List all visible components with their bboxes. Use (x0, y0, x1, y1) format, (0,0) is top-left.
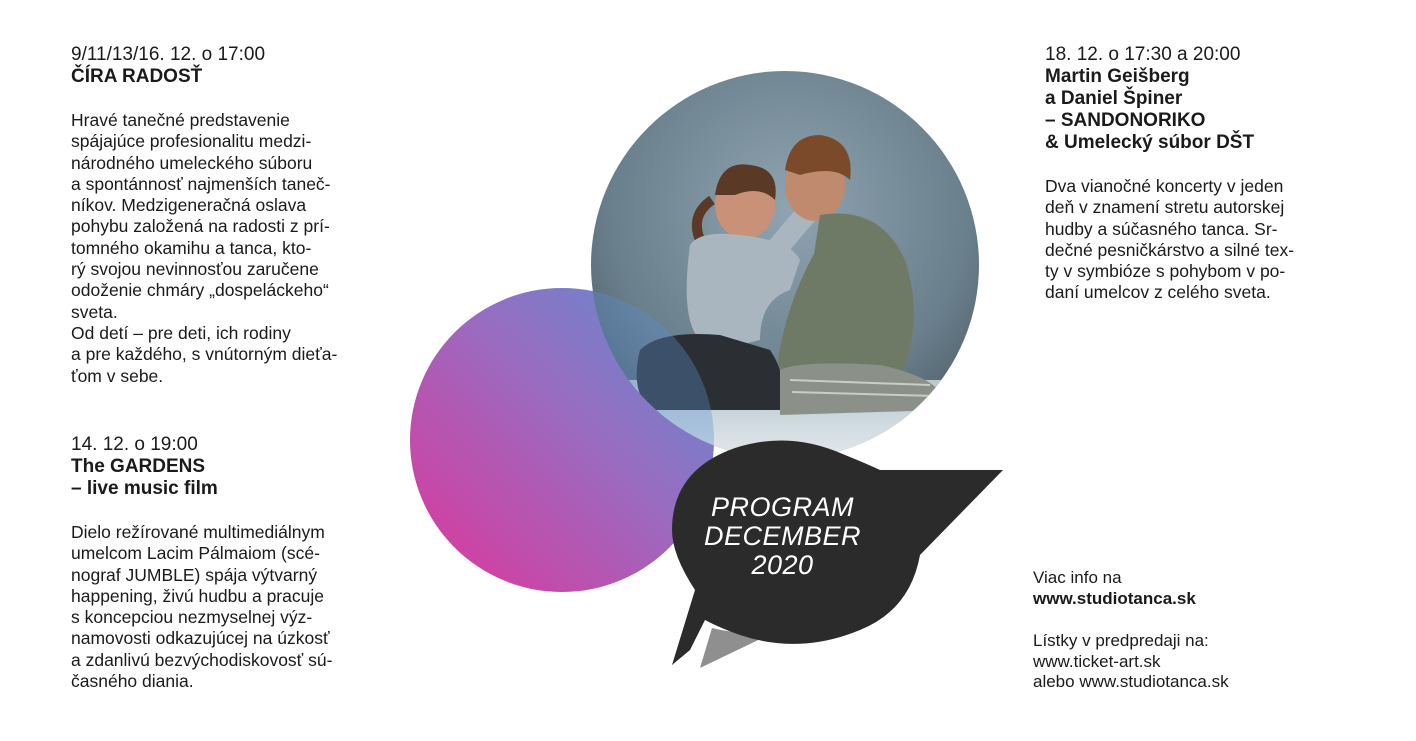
event-title: & Umelecký súbor DŠT (1045, 132, 1255, 153)
event-title: The GARDENS (71, 456, 206, 477)
description-line: namovosti odkazujúcej na úzkosť (71, 628, 330, 649)
description-line: umelcom Lacim Pálmaiom (scé- (71, 543, 320, 564)
poster-title-line: 2020 (751, 550, 814, 580)
more-info-label: Viac info na (1033, 568, 1122, 587)
description-line: národného umeleckého súboru (71, 152, 313, 173)
event-date: 18. 12. o 17:30 a 20:00 (1045, 44, 1241, 65)
description-line: Od detí – pre deti, ich rodiny (71, 322, 291, 343)
description-line: nograf JUMBLE) spája výtvarný (71, 564, 318, 585)
description-line: tomného okamihu a tanca, kto- (71, 237, 312, 258)
description-line: Dva vianočné koncerty v jeden (1045, 176, 1284, 196)
event-description (71, 110, 337, 387)
description-line: Dielo režírované multimediálnym (71, 522, 325, 542)
event-cira-radost (71, 44, 337, 387)
description-line: hudby a súčasného tanca. Sr- (1045, 218, 1278, 239)
poster-title-line: DECEMBER (703, 521, 862, 551)
tickets-label: Lístky v predpredaji na: (1033, 631, 1209, 650)
description-line: a pre každého, s vnútorným dieťa- (71, 344, 338, 365)
event-title: – SANDONORIKO (1045, 110, 1206, 131)
poster-title-line: PROGRAM (710, 492, 854, 522)
description-line: časného diania. (71, 671, 194, 692)
event-title: Martin Geišberg (1045, 66, 1190, 87)
event-date: 9/11/13/16. 12. o 17:00 (71, 44, 266, 65)
description-line: happening, živú hudbu a pracuje (71, 585, 324, 606)
description-line: pohybu založená na radosti z prí- (71, 216, 330, 237)
tickets-link-alt[interactable]: alebo www.studiotanca.sk (1033, 672, 1229, 691)
description-line: deň v znamení stretu autorskej (1045, 197, 1285, 218)
description-line: rý svojou nevinnosťou zaručene (71, 259, 319, 280)
description-line: sveta. (71, 301, 118, 322)
event-description (1045, 176, 1294, 304)
description-line: ty v symbióze s pohybom v po- (1045, 261, 1286, 282)
description-line: daní umelcov z celého sveta. (1045, 282, 1271, 303)
event-title: a Daniel Špiner (1045, 88, 1183, 109)
description-line: Hravé tanečné predstavenie (71, 110, 290, 130)
description-line: spájajúce profesionalitu medzi- (71, 131, 312, 152)
description-line: s koncepciou nezmyselnej výz- (71, 607, 313, 628)
description-line: a zdanlivú bezvýchodiskovosť sú- (71, 649, 333, 670)
description-line: ťom v sebe. (71, 365, 164, 386)
description-line: a spontánnosť najmenších taneč- (71, 173, 331, 194)
event-title: – live music film (71, 478, 218, 499)
poster-title (690, 493, 875, 580)
description-line: níkov. Medzigeneračná oslava (71, 195, 307, 216)
description-line: odoženie chmáry „dospeláckeho“ (71, 280, 329, 301)
event-description (71, 522, 332, 692)
description-line: dečné pesničkárstvo a silné tex- (1045, 239, 1295, 260)
event-date: 14. 12. o 19:00 (71, 434, 198, 455)
website-link[interactable]: www.studiotanca.sk (1033, 588, 1196, 608)
event-the-gardens (71, 434, 332, 692)
info-block (1033, 568, 1229, 693)
tickets-link[interactable]: www.ticket-art.sk (1033, 651, 1161, 671)
event-sandonoriko (1045, 44, 1294, 304)
event-title: ČÍRA RADOSŤ (71, 66, 203, 87)
